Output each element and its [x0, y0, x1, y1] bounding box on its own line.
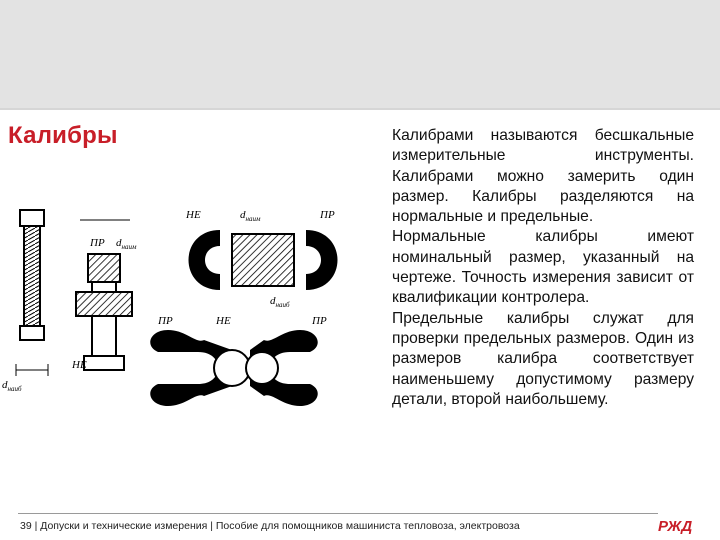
- calipers-illustration: [0, 180, 370, 500]
- ne-label-snap: НЕ: [186, 209, 201, 221]
- header-band: [0, 0, 720, 108]
- footer-text: 39 | Допуски и технические измерения | Пособие для помощников машиниста тепловоза, электровоза: [20, 520, 520, 532]
- plug-dnaib-label: $d_{наиб}$: [2, 379, 22, 393]
- dnaib-label-snap: $d_{наиб}$: [270, 295, 290, 309]
- pr-label-plug: ПР: [90, 237, 105, 249]
- rzd-logo: [656, 514, 696, 536]
- rzd-logo-text: РЖД: [658, 518, 693, 535]
- header-divider: [0, 108, 720, 110]
- wrench-gauge-right: [246, 330, 318, 406]
- slide-title: Калибры: [8, 122, 118, 149]
- paragraph-normal: Нормальные калибры имеют номинальный размер, указанный на чертеже. Точность измерения зависит от квалификации контролера.: [392, 228, 694, 307]
- pr-label-wrench: ПР: [158, 315, 173, 327]
- wrench-gauge-left: [150, 330, 250, 406]
- paragraph-definition: Калибрами называются бесшкальные измерительные инструменты. Калибрами можно замерить один размер. Калибры разделяются на нормальные и предельные.: [392, 127, 694, 226]
- pr-label-snap: ПР: [320, 209, 335, 221]
- pr-label-wrench-right: ПР: [312, 315, 327, 327]
- dnaim-label-plug: $d_{наим}$: [116, 237, 137, 251]
- dnaim-label-snap: $d_{наим}$: [240, 209, 261, 223]
- footer-rule: [18, 513, 658, 514]
- snap-gauge: [189, 230, 338, 290]
- ne-label-plug: НЕ: [72, 359, 87, 371]
- plug-gauge: [16, 210, 48, 376]
- body-text: [392, 126, 694, 410]
- paragraph-limit: Предельные калибры служат для проверки предельных размеров. Один из размеров калибра соответствует наименьшему допустимому размеру детали, второй наибольшему.: [392, 309, 694, 408]
- ne-label-wrench: НЕ: [216, 315, 231, 327]
